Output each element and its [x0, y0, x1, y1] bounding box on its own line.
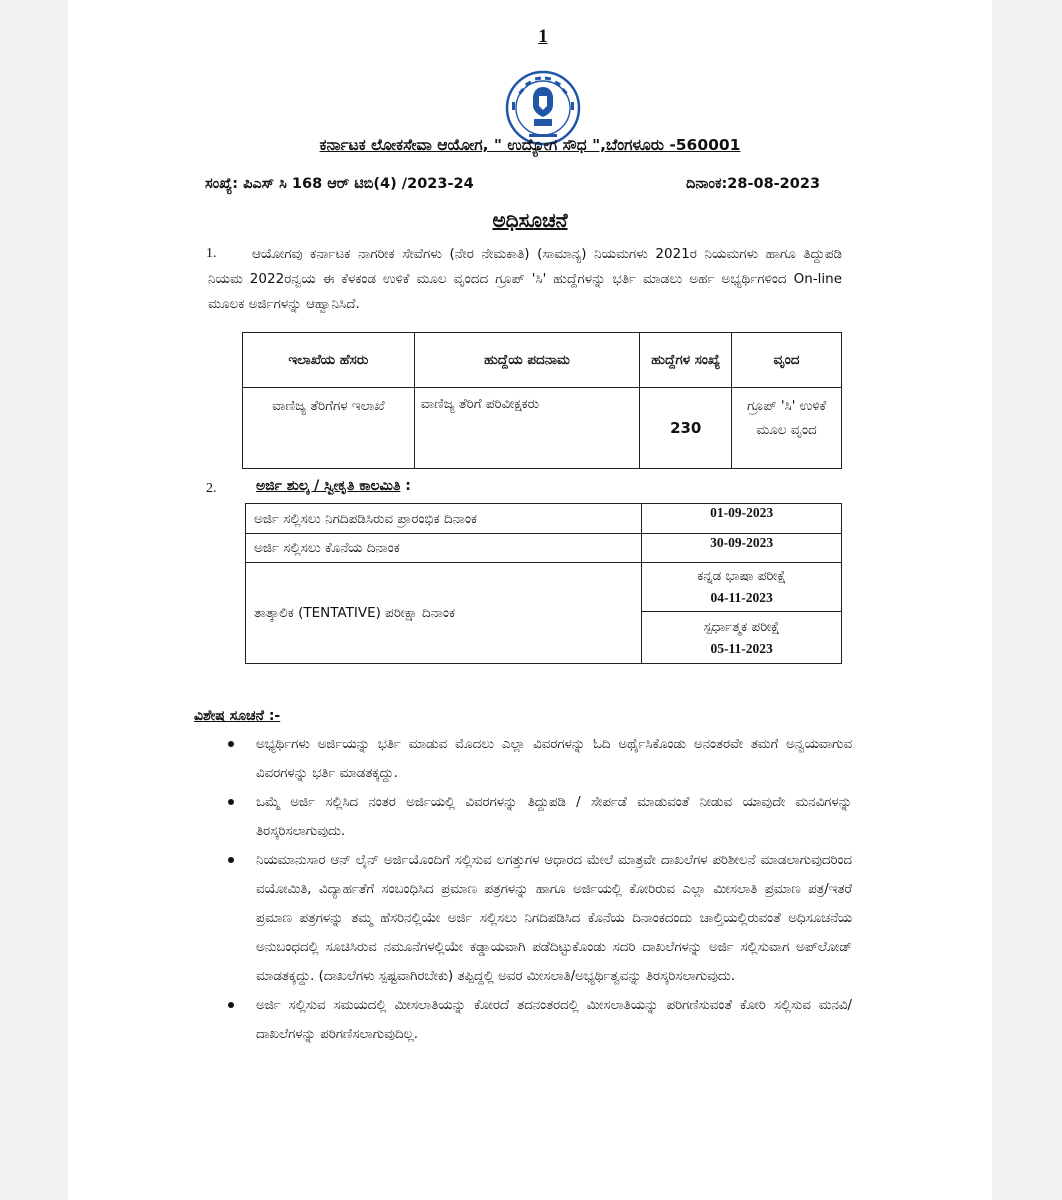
- table-row: [243, 388, 842, 469]
- cell-post: ವಾಣಿಜ್ಯ ತೆರಿಗೆ ಪರಿವೀಕ್ಷಕರು: [414, 388, 640, 469]
- competitive-exam-label: ಸ್ಪರ್ಧಾತ್ಮಕ ಪರೀಕ್ಷೆ: [703, 618, 780, 635]
- section-2-number: 2.: [206, 481, 217, 496]
- note-text: ಅಭ್ಯರ್ಥಿಗಳು ಅರ್ಜಿಯನ್ನು ಭರ್ತಿ ಮಾಡುವ ಮೊದಲು ಎಲ್ಲಾ ವಿವರಗಳನ್ನು ಓದಿ ಅರ್ಥೈಸಿಕೊಂಡು ಅನಂತರವೇ ತಮಗೆ ಅನ್ವಯವಾಗುವ ವಿವರಗಳನ್ನು ಭರ್ತಿ ಮಾಡತಕ್ಕದ್ದು.: [256, 737, 852, 781]
- note-text: ಅರ್ಜಿ ಸಲ್ಲಿಸುವ ಸಮಯದಲ್ಲಿ ಮೀಸಲಾತಿಯನ್ನು ಕೋರದೆ ತದನಂತರದಲ್ಲಿ ಮೀಸಲಾತಿಯನ್ನು ಪರಿಗಣಿಸುವಂತೆ ಕೋರಿ ಸಲ್ಲಿಸುವ ಮನವಿ/ದಾಖಲೆಗಳನ್ನು ಪರಿಗಣಿಸಲಾಗುವುದಿಲ್ಲ.: [256, 998, 852, 1042]
- section-1-text: [208, 242, 842, 317]
- special-notes-title: ವಿಶೇಷ ಸೂಚನೆ :-: [194, 708, 281, 724]
- schedule-label: ಅರ್ಜಿ ಸಲ್ಲಿಸಲು ನಿಗದಿಪಡಿಸಿರುವ ಪ್ರಾರಂಭಿಕ ದಿನಾಂಕ: [246, 504, 642, 534]
- header-department: ಇಲಾಖೆಯ ಹೆಸರು: [243, 333, 415, 388]
- section-2-title-colon: :: [400, 478, 411, 494]
- header-post: ಹುದ್ದೆಯ ಪದನಾಮ: [414, 333, 640, 388]
- kannada-exam-cell: [642, 563, 842, 612]
- section-2-title-text: ಅರ್ಜಿ ಶುಲ್ಕ / ಸ್ವೀಕೃತಿ ಕಾಲಮಿತಿ: [256, 478, 401, 494]
- header-count: ಹುದ್ದೆಗಳ ಸಂಖ್ಯೆ: [640, 333, 732, 388]
- list-item: [228, 991, 852, 1049]
- posts-table: [242, 332, 842, 469]
- kannada-exam-date: 04-11-2023: [710, 590, 773, 606]
- section-1-number: 1.: [206, 246, 217, 261]
- notification-date: ದಿನಾಂಕ:28-08-2023: [686, 176, 821, 192]
- bullet-icon: [228, 741, 234, 747]
- kpsc-seal-icon: [505, 70, 581, 146]
- cell-count: 230: [640, 388, 732, 469]
- table-row: [246, 563, 842, 612]
- table-row: [246, 534, 842, 563]
- bullet-icon: [228, 799, 234, 805]
- document-page: [68, 0, 992, 1200]
- kannada-exam-label: ಕನ್ನಡ ಭಾಷಾ ಪರೀಕ್ಷೆ: [697, 568, 787, 585]
- section-2-title: [256, 478, 411, 494]
- header-cadre: ವೃಂದ: [732, 333, 842, 388]
- section-1-paragraph: ಆಯೋಗವು ಕರ್ನಾಟಕ ನಾಗರೀಕ ಸೇವೆಗಳು (ನೇರ ನೇಮಕಾತಿ) (ಸಾಮಾನ್ಯ) ನಿಯಮಗಳು 2021ರ ನಿಯಮಗಳು ಹಾಗೂ ತಿದ್ದುಪಡಿ ನಿಯಮ 2022ರನ್ವಯ ಈ ಕೆಳಕಂಡ ಉಳಿಕೆ ಮೂಲ ವೃಂದದ ಗ್ರೂಪ್ 'ಸಿ' ಹುದ್ದೆಗಳನ್ನು ಭರ್ತಿ ಮಾಡಲು ಅರ್ಹ ಅಭ್ಯರ್ಥಿಗಳಿಂದ On-line ಮೂಲಕ ಅರ್ಜಿಗಳನ್ನು ಆಹ್ವಾನಿಸಿದೆ.: [208, 246, 842, 312]
- schedule-value: 01-09-2023: [642, 504, 842, 534]
- list-item: [228, 846, 852, 991]
- commission-address: ಕರ್ನಾಟಕ ಲೋಕಸೇವಾ ಆಯೋಗ, " ಉದ್ಯೋಗ ಸೌಧ ",ಬೆಂಗಳೂರು -560001: [319, 136, 741, 154]
- special-notes-list: [228, 730, 852, 1049]
- exam-date-label: ತಾತ್ಕಾಲಿಕ (TENTATIVE) ಪರೀಕ್ಷಾ ದಿನಾಂಕ: [246, 563, 642, 664]
- cell-department: ವಾಣಿಜ್ಯ ತೆರಿಗೆಗಳ ಇಲಾಖೆ: [243, 388, 415, 469]
- reference-number: ಸಂಖ್ಯೆ: ಪಿಎಸ್ ಸಿ 168 ಆರ್ ಟಿಬಿ(4) /2023-24: [205, 176, 474, 192]
- list-item: [228, 788, 852, 846]
- competitive-exam-date: 05-11-2023: [710, 640, 773, 656]
- note-text: ಒಮ್ಮೆ ಅರ್ಜಿ ಸಲ್ಲಿಸಿದ ನಂತರ ಅರ್ಜಿಯಲ್ಲಿ ವಿವರಗಳನ್ನು ತಿದ್ದುಪಡಿ / ಸೇರ್ಪಡೆ ಮಾಡುವಂತೆ ನೀಡುವ ಯಾವುದೇ ಮನವಿಗಳನ್ನು ತಿರಸ್ಕರಿಸಲಾಗುವುದು.: [256, 795, 852, 839]
- note-text: ನಿಯಮಾನುಸಾರ ಆನ್ ಲೈನ್ ಅರ್ಜಿಯೊಂದಿಗೆ ಸಲ್ಲಿಸುವ ಲಗತ್ತುಗಳ ಆಧಾರದ ಮೇಲೆ ಮಾತ್ರವೇ ದಾಖಲೆಗಳ ಪರಿಶೀಲನೆ ಮಾಡಲಾಗುವುದರಿಂದ ವಯೋಮಿತಿ, ವಿದ್ಯಾರ್ಹತೆಗೆ ಸಂಬಂಧಿಸಿದ ಪ್ರಮಾಣ ಪತ್ರಗಳನ್ನು ಹಾಗೂ ಅರ್ಜಿಯಲ್ಲಿ ಕೋರಿರುವ ಎಲ್ಲಾ ಮೀಸಲಾತಿ ಪ್ರಮಾಣ ಪತ್ರ/ಇತರೆ ಪ್ರಮಾಣ ಪತ್ರಗಳನ್ನು ತಮ್ಮ ಹೆಸರಿನಲ್ಲಿಯೇ ಅರ್ಜಿ ಸಲ್ಲಿಸಲು ನಿಗದಿಪಡಿಸಿದ ಕೊನೆಯ ದಿನಾಂಕದಂದು ಚಾಲ್ತಿಯಲ್ಲಿರುವಂತೆ ಅಧಿಸೂಚನೆಯ ಅನುಬಂಧದಲ್ಲಿ ಸೂಚಿಸಿರುವ ನಮೂನೆಗಳಲ್ಲಿಯೇ ಕಡ್ಡಾಯವಾಗಿ ಪಡೆದಿಟ್ಟುಕೊಂಡು ಸದರಿ ದಾಖಲೆಗಳನ್ನು ಅರ್ಜಿ ಸಲ್ಲಿಸುವಾಗ ಅಪ್‌ಲೋಡ್ ಮಾಡತಕ್ಕದ್ದು. (ದಾಖಲೆಗಳು ಸ್ಪಷ್ಟವಾಗಿರಬೇಕು) ತಪ್ಪಿದ್ದಲ್ಲಿ ಅವರ ಮೀಸಲಾತಿ/ಅಭ್ಯರ್ಥಿತ್ವವನ್ನು ತಿರಸ್ಕರಿಸಲಾಗುವುದು.: [256, 853, 852, 984]
- notification-title: ಅಧಿಸೂಚನೆ: [492, 208, 568, 232]
- schedule-table: [245, 503, 842, 664]
- list-item: [228, 730, 852, 788]
- schedule-value: 30-09-2023: [642, 534, 842, 563]
- schedule-label: ಅರ್ಜಿ ಸಲ್ಲಿಸಲು ಕೊನೆಯ ದಿನಾಂಕ: [246, 534, 642, 563]
- page-number: 1: [538, 26, 548, 47]
- table-row: [246, 504, 842, 534]
- bullet-icon: [228, 1002, 234, 1008]
- bullet-icon: [228, 857, 234, 863]
- posts-table-header-row: [243, 333, 842, 388]
- cell-cadre: ಗ್ರೂಪ್ 'ಸಿ' ಉಳಿಕೆ ಮೂಲ ವೃಂದ: [732, 388, 842, 469]
- competitive-exam-cell: [642, 612, 842, 664]
